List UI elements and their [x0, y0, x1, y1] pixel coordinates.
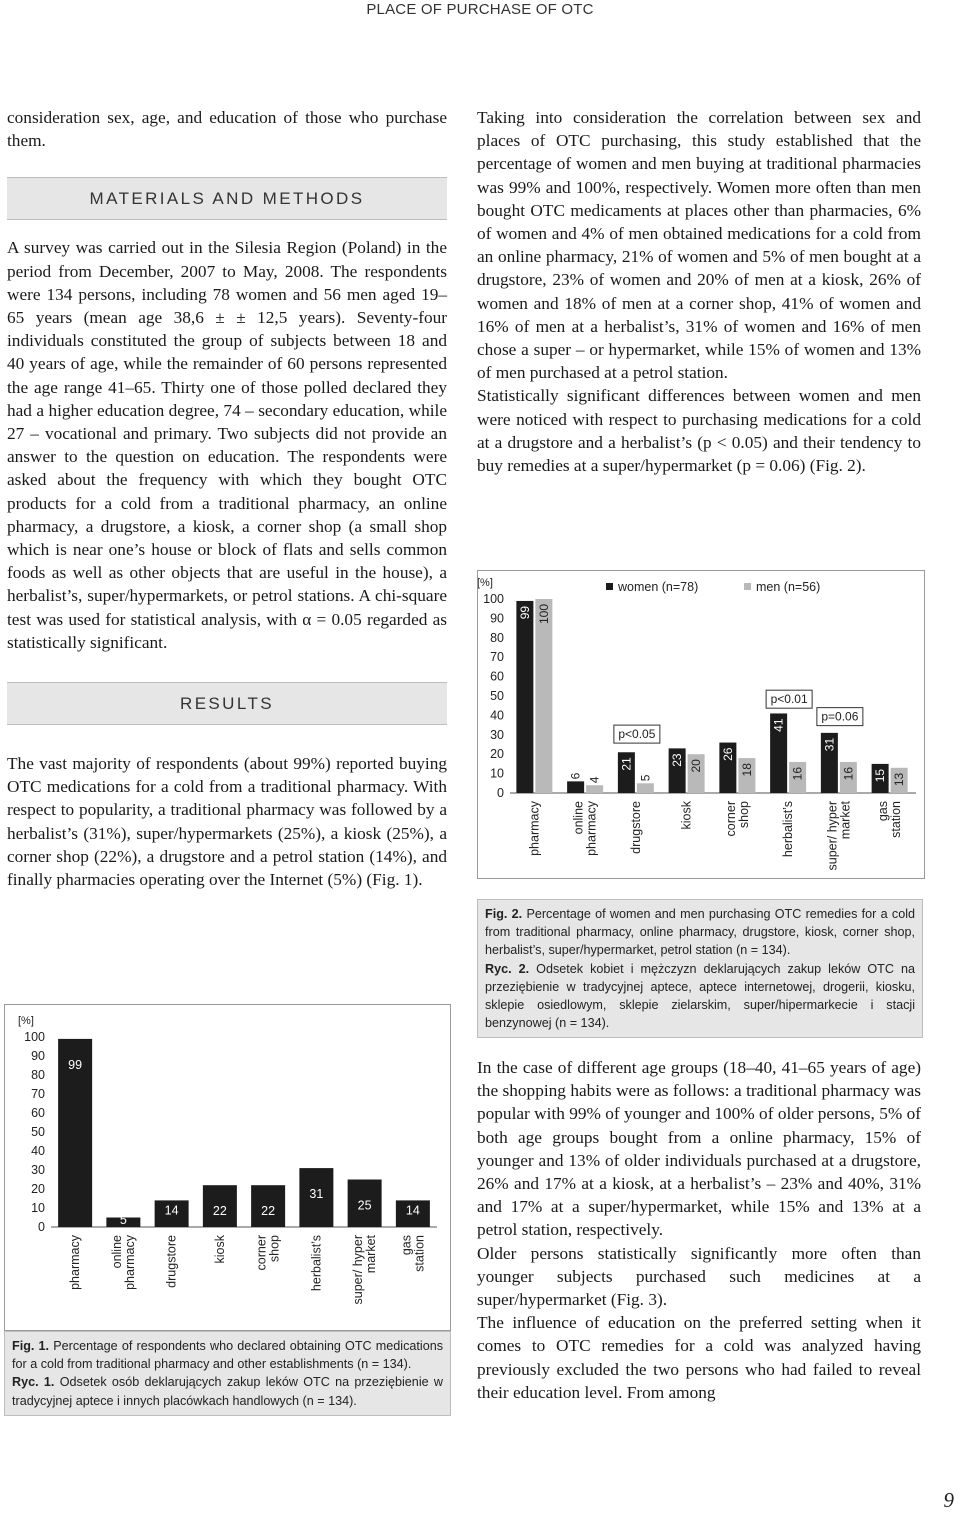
- bar-value-label: 23: [670, 753, 685, 767]
- x-tick-label-line: pharmacy: [68, 1235, 83, 1290]
- x-tick-label: [572, 800, 599, 856]
- y-tick-label: 30: [490, 727, 504, 742]
- x-tick-label-line: gas: [399, 1235, 414, 1256]
- figure-2-plot: [478, 571, 924, 878]
- y-tick-label: 80: [31, 1068, 45, 1082]
- fig1-label: Fig. 1.: [12, 1339, 50, 1353]
- y-tick-label: 70: [31, 1087, 45, 1101]
- bar-value-label: 21: [619, 757, 634, 771]
- x-tick-label: [68, 1234, 82, 1290]
- bar-value-label: 16: [790, 766, 805, 781]
- age-groups-paragraph: In the case of different age groups (18–40, 41–65 years of age) the shopping habits were as follows: a traditional pharmacy was popular with 99% of younger and 100% of older persons, 5% of both age groups bought from a online pharmacy, 15% of younger and 13% of older individuals purchased at a drugstore, 26% and 17% at a kiosk, at a herbalist’s – 23% and 40%, 31% and 17% at a super/hypermarket, while 15% and 13% at a petrol station, respectively.: [477, 1058, 921, 1240]
- fig1-caption-text: Percentage of respondents who declared obtaining OTC medications for a cold from traditional pharmacy and other establishments (n = 134).: [12, 1339, 444, 1372]
- ryc1-label: Ryc. 1.: [12, 1375, 55, 1390]
- y-tick-label: 60: [31, 1106, 45, 1120]
- bar-value-label: 6: [568, 772, 583, 780]
- x-tick-label-line: corner: [723, 801, 738, 837]
- x-tick-label-line: herbalist’s: [309, 1235, 324, 1292]
- y-tick-label: 100: [24, 1030, 45, 1044]
- x-tick-label: [629, 801, 643, 854]
- bar-value-label: 22: [212, 1204, 227, 1219]
- bar-value-label: 5: [119, 1213, 127, 1227]
- y-axis-unit: [%]: [478, 577, 493, 589]
- x-tick-label: [309, 1235, 323, 1291]
- x-tick-label-line: gas: [876, 801, 891, 822]
- x-tick-label: [399, 1235, 426, 1272]
- x-tick-label-line: shop: [267, 1235, 282, 1263]
- x-tick-label: [825, 800, 852, 870]
- fig2-caption-text: Percentage of women and men purchasing OTC remedies for a cold from traditional pharmacy, online pharmacy, drugstore, kiosk, corner shop, herbalist’s, super/hypermarket, petrol station (n = 134).: [485, 907, 916, 958]
- older-persons-paragraph: Older persons statistically significantly more often than younger subjects purchased such medicines at a super/hypermarket (Fig. 3).: [477, 1243, 921, 1310]
- y-tick-label: 90: [31, 1049, 45, 1063]
- x-tick-label-line: station: [412, 1235, 427, 1272]
- y-tick-label: 50: [31, 1125, 45, 1139]
- significance-label: p=0.06: [821, 709, 859, 724]
- y-tick-label: 0: [497, 786, 504, 800]
- right-column-lower: [477, 1056, 921, 1404]
- x-tick-label: [680, 800, 694, 829]
- figure-1-plot: [5, 1005, 450, 1330]
- legend-label: women (n=78): [618, 580, 699, 594]
- x-tick-label-line: pharmacy: [122, 1235, 137, 1290]
- figure-2-caption: [477, 899, 923, 1038]
- x-tick-label-line: online: [109, 1235, 124, 1269]
- page-number: 9: [943, 1488, 954, 1512]
- bar: [535, 599, 552, 793]
- bar-value-label: 13: [892, 772, 907, 787]
- bar: [567, 781, 584, 793]
- x-tick-label-line: super/ hyper: [825, 801, 840, 871]
- figure-1-caption: [4, 1331, 451, 1416]
- x-tick-label-line: online: [571, 801, 586, 835]
- results-paragraph: The vast majority of respondents (about 99%) reported buying OTC medications for a cold from a traditional pharmacy. With respect to popularity, a traditional pharmacy was followed by a herbalist’s (31%), super/hypermarkets (25%), a kiosk (25%), a corner shop (22%), a drugstore and a petrol station (14%), and finally pharmacies operating over the Internet (5%) (Fig. 1).: [7, 754, 447, 890]
- y-tick-label: 90: [490, 611, 504, 626]
- bar-value-label: 100: [536, 604, 551, 625]
- methods-paragraph: A survey was carried out in the Silesia Region (Poland) in the period from December, 2007 to May, 2008. The respondents were 134 persons, including 78 women and 56 men aged 19–65 years (mean age 38,6 ± ± 12,5 years). Seventy-four individuals constituted the group of subjects between 18 and 40 years of age, while the remainder of 60 persons represented the age range 41–65. Thirty one of those polled declared they had a higher education degree, 74 – secondary education, while 27 – vocational and primary. Two subjects did not provide an answer to the question on education. The respondents were asked about the frequency with which they bought OTC products for a cold from a traditional pharmacy, an online pharmacy, a drugstore, a kiosk, a corner shop (a small shop which is near one’s house or block of flats and sells common foods as well as other objects that are useful in the house), a herbalist’s, super/hypermarkets, or petrol stations. A chi-square test was used for statistical analysis, with α = 0.05 regarded as statistically significant.: [7, 238, 447, 652]
- x-tick-label-line: herbalist’s: [781, 801, 796, 858]
- running-head: PLACE OF PURCHASE OF OTC: [366, 1, 594, 18]
- significance-paragraph: Statistically significant differences between women and men were noticed with respect to purchasing medications for a cold at a drugstore and a herbalist’s (p < 0.05) and their tendency to buy remedies at a super/hypermarket (p = 0.06) (Fig. 2).: [477, 386, 921, 476]
- x-tick-label: [876, 801, 903, 838]
- x-tick-label: [110, 1234, 137, 1290]
- x-tick-label-line: kiosk: [212, 1235, 227, 1264]
- right-column: [477, 106, 921, 477]
- x-tick-label-line: station: [889, 801, 904, 838]
- bar-value-label: 5: [638, 774, 653, 782]
- ryc2-caption-text: Odsetek kobiet i mężczyzn deklarujących zakup leków OTC na przeziębienie w tradycyjnej aptece, aptece internetowej, drogerii, kiosku, sklepie osiedlowym, sklepie zielarskim, super/hipermarkecie i stacji benzynowej (n = 134).: [485, 961, 915, 1031]
- bar: [586, 785, 603, 793]
- significance-label: p<0.01: [770, 692, 808, 707]
- y-tick-label: 10: [31, 1201, 45, 1215]
- y-tick-label: 30: [31, 1163, 45, 1177]
- x-tick-label-line: market: [364, 1235, 379, 1274]
- y-tick-label: 80: [490, 630, 504, 645]
- x-tick-label: [213, 1234, 227, 1263]
- significance-label: p<0.05: [618, 727, 656, 742]
- fig2-label: Fig. 2.: [485, 907, 523, 921]
- intro-paragraph: consideration sex, age, and education of those who purchase them.: [7, 108, 447, 151]
- bar-value-label: 41: [771, 718, 786, 732]
- bar-value-label: 99: [517, 605, 532, 620]
- bar: [637, 783, 654, 793]
- legend-label: men (n=56): [756, 580, 821, 594]
- left-column: [7, 106, 447, 891]
- y-tick-label: 50: [490, 689, 504, 703]
- section-heading-results: RESULTS: [7, 682, 447, 725]
- figure-2-chart: [477, 570, 925, 879]
- x-tick-label-line: corner: [254, 1235, 269, 1271]
- education-paragraph: The influence of education on the preferred setting when it comes to OTC remedies for a cold was analyzed having previously excluded the two persons who had failed to reveal their education level. From among: [477, 1313, 921, 1402]
- bar: [516, 601, 533, 793]
- bar-value-label: 31: [822, 737, 837, 752]
- x-tick-label-line: kiosk: [679, 801, 694, 830]
- x-tick-label: [351, 1234, 378, 1304]
- x-tick-label-line: super/ hyper: [351, 1235, 366, 1305]
- x-tick-label-line: drugstore: [628, 801, 643, 854]
- bar-value-label: 31: [309, 1187, 324, 1202]
- y-tick-label: 60: [490, 669, 504, 684]
- x-tick-label: [724, 801, 751, 836]
- y-tick-label: 20: [31, 1182, 45, 1196]
- section-heading-methods: MATERIALS AND METHODS: [7, 177, 447, 220]
- legend-swatch: [744, 583, 751, 590]
- bar-value-label: 15: [873, 768, 888, 783]
- bar-value-label: 4: [587, 776, 602, 784]
- x-tick-label: [527, 800, 541, 856]
- figure-1-chart: [4, 1004, 451, 1331]
- x-tick-label: [781, 801, 795, 857]
- y-tick-label: 20: [490, 747, 504, 762]
- x-tick-label: [165, 1235, 179, 1288]
- bar-value-label: 25: [357, 1198, 372, 1213]
- x-tick-label-line: shop: [736, 801, 751, 829]
- legend-swatch: [606, 583, 613, 590]
- ryc1-caption-text: Odsetek osób deklarujących zakup leków OTC na przeziębienie w tradycyjnej aptece i innych placówkach handlowych (n = 134).: [12, 1375, 444, 1408]
- y-tick-label: 100: [483, 592, 504, 606]
- bar-value-label: 20: [689, 759, 704, 773]
- bar-value-label: 18: [739, 763, 754, 777]
- x-tick-label: [255, 1235, 282, 1270]
- bar-value-label: 14: [164, 1203, 179, 1218]
- y-tick-label: 40: [490, 708, 504, 723]
- x-tick-label-line: market: [838, 801, 853, 840]
- y-tick-label: 0: [38, 1220, 45, 1234]
- x-tick-label-line: drugstore: [164, 1235, 179, 1288]
- bar-value-label: 16: [841, 766, 856, 781]
- x-tick-label-line: pharmacy: [584, 801, 599, 856]
- x-tick-label-line: pharmacy: [527, 801, 542, 856]
- y-axis-unit: [%]: [18, 1015, 34, 1027]
- y-tick-label: 40: [31, 1144, 45, 1158]
- bar-value-label: 22: [261, 1204, 276, 1219]
- bar-value-label: 99: [68, 1057, 83, 1072]
- bar-value-label: 26: [720, 747, 735, 761]
- bar-value-label: 14: [405, 1203, 420, 1218]
- correlation-paragraph: Taking into consideration the correlation between sex and places of OTC purchasing, this study established that the percentage of women and men buying at traditional pharmacies was 99% and 100%, respectively. Women more often than men bought OTC medicaments at places other than pharmacies, 6% of women and 4% of men obtained medications for a cold from an online pharmacy, 21% of women and 5% of men bought at a drugstore, 23% of women and 20% of men at a kiosk, 26% of women and 18% of men at a corner shop, 41% of women and 16% of men at a herbalist’s, 31% of women and 16% of men chose a super – or hypermarket, while 15% of women and 13% of men purchased at a petrol station.: [477, 108, 921, 383]
- ryc2-label: Ryc. 2.: [485, 961, 530, 976]
- y-tick-label: 10: [490, 766, 504, 781]
- y-tick-label: 70: [490, 650, 504, 665]
